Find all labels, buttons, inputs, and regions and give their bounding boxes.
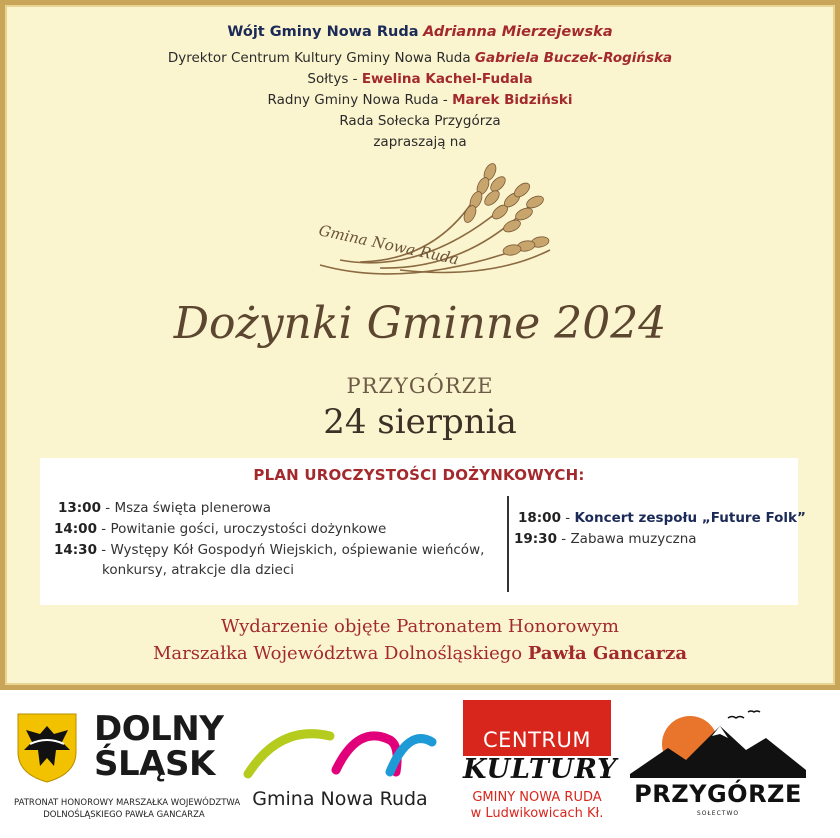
patronage-text: Marszałka Województwa Dolnośląskiego — [152, 643, 528, 664]
program-time: 19:30 — [514, 531, 557, 547]
program-item — [58, 500, 271, 516]
program-time: 18:00 — [518, 510, 561, 526]
invite-role-2: Dyrektor Centrum Kultury Gminy Nowa Ruda — [167, 50, 471, 66]
patronage-line-1: Wydarzenie objęte Patronatem Honorowym — [221, 616, 619, 637]
logo-przygorze — [628, 704, 808, 824]
program-item — [54, 521, 386, 537]
logo-centrum-kultury — [463, 700, 618, 824]
invite-line-1 — [0, 22, 840, 43]
patronage-name: Pawła Gancarza — [527, 643, 688, 664]
event-date: 24 sierpnia — [323, 402, 517, 442]
centrum-top: CENTRUM — [482, 728, 592, 752]
centrum-line-1: GMINY NOWA RUDA — [472, 790, 602, 805]
invite-line-6: zapraszają na — [373, 134, 467, 150]
przygorze-sub: SOŁECTWO — [696, 810, 740, 817]
event-place: PRZYGÓRZE — [346, 374, 494, 398]
logo-gmina-nowa-ruda — [240, 722, 440, 818]
invite-name-4: Marek Bidziński — [452, 92, 573, 108]
invite-role-3: Sołtys - — [307, 71, 362, 87]
invite-name-1: Adrianna Mierzejewska — [423, 24, 613, 40]
invite-role-4: Radny Gminy Nowa Ruda - — [267, 92, 453, 108]
program-time: 14:00 — [54, 521, 97, 537]
program-box — [40, 458, 806, 605]
patronage-line-2 — [0, 643, 840, 664]
program-title: PLAN UROCZYSTOŚCI DOŻYNKOWYCH: — [253, 466, 585, 484]
program-desc: - Powitanie gości, uroczystości dożynkowe — [96, 521, 387, 537]
centrum-line-2: w Ludwikowicach Kł. — [470, 806, 604, 821]
invite-name-2: Gabriela Buczek-Rogińska — [474, 50, 673, 66]
program-desc-cont: konkursy, atrakcje dla dzieci — [102, 562, 295, 578]
invite-role-1: Wójt Gminy Nowa Ruda — [227, 24, 419, 40]
centrum-middle: KULTURY — [463, 754, 618, 785]
program-desc: Koncert zespołu „Future Folk” — [574, 510, 806, 526]
program-item — [514, 531, 697, 547]
invite-name-3: Ewelina Kachel-Fudala — [361, 71, 533, 87]
program-desc: - Występy Kół Gospodyń Wiejskich, ośpiewanie wieńców, — [96, 542, 485, 558]
przygorze-text: PRZYGÓRZE — [634, 780, 802, 808]
program-sep: - — [560, 510, 575, 526]
program-item — [54, 542, 484, 558]
dolny-caption-2: DOLNOŚLĄSKIEGO PAWŁA GANCARZA — [43, 810, 205, 820]
program-time: 13:00 — [58, 500, 101, 516]
invite-line-3 — [0, 69, 840, 90]
mountain-sun-icon — [628, 704, 808, 782]
program-divider — [507, 496, 509, 592]
gmina-wave-icon — [240, 722, 440, 782]
logo-dolny-slask — [14, 709, 241, 822]
program-desc: - Msza święta plenerowa — [100, 500, 272, 516]
invite-line-2 — [0, 48, 840, 69]
event-title: Dożynki Gminne 2024 — [173, 298, 667, 349]
emblem-text: Gmina Nowa Ruda — [317, 221, 461, 269]
coat-of-arms-icon — [16, 712, 78, 784]
gmina-text: Gmina Nowa Ruda — [252, 788, 428, 810]
invite-line-4 — [0, 90, 840, 111]
dolny-word: DOLNY — [94, 709, 224, 749]
program-item — [518, 510, 806, 526]
wheat-emblem-icon — [300, 150, 560, 290]
dolny-caption-1: PATRONAT HONOROWY MARSZAŁKA WOJEWÓDZTWA — [14, 798, 241, 808]
program-time: 14:30 — [54, 542, 97, 558]
program-desc: - Zabawa muzyczna — [556, 531, 697, 547]
slask-word: ŚLĄSK — [94, 744, 215, 784]
invite-line-5: Rada Sołecka Przygórza — [339, 113, 501, 129]
